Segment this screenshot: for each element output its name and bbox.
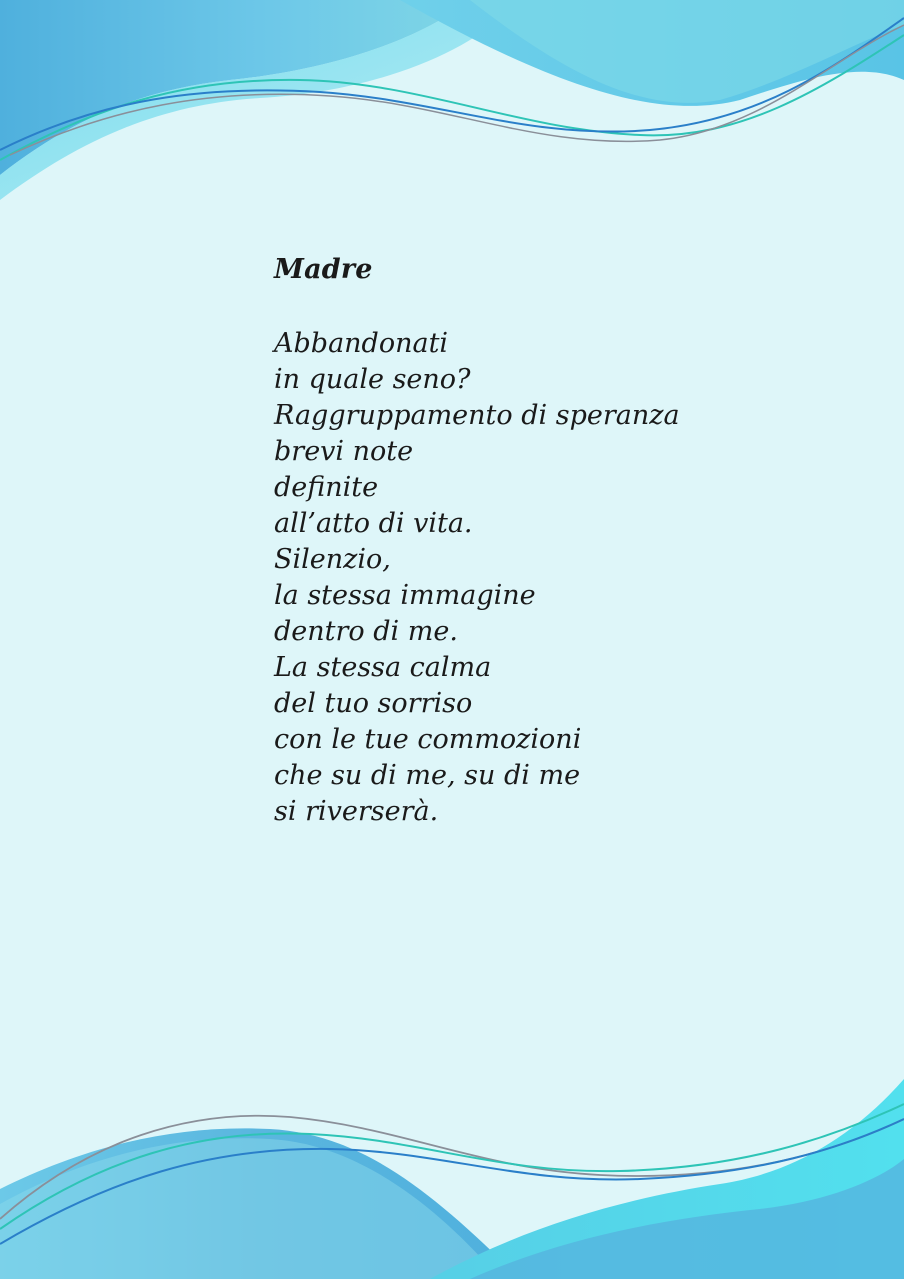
- top-wave-shape: [0, 0, 470, 175]
- top-wave-right-light: [470, 0, 904, 103]
- top-wave-band: [0, 0, 520, 200]
- poem-line: che su di me, su di me: [274, 760, 581, 791]
- bottom-wave-right-deep: [470, 1159, 904, 1279]
- poem-line: Raggruppamento di speranza: [274, 400, 680, 431]
- poem-line: si riverserà.: [274, 796, 439, 827]
- poem-line: brevi note: [274, 436, 414, 467]
- top-wave-right: [400, 0, 904, 106]
- bottom-wave-line-blue: [0, 1119, 904, 1244]
- poem-line: Abbandonati: [274, 328, 449, 359]
- poem-lines: [274, 326, 794, 830]
- poem-line: La stessa calma: [274, 652, 492, 683]
- top-wave-line-gray: [10, 25, 904, 155]
- top-wave-decoration: [0, 0, 904, 200]
- poem-line: con le tue commozioni: [274, 724, 582, 755]
- poem-title: Madre: [274, 254, 373, 285]
- bottom-wave-line-gray: [0, 1116, 904, 1219]
- poem-line: definite: [274, 472, 379, 503]
- poem-line: Silenzio,: [274, 544, 391, 575]
- poem-line: in quale seno?: [274, 364, 471, 395]
- poem-line: dentro di me.: [274, 616, 458, 647]
- bottom-wave-left-light: [0, 1138, 500, 1279]
- bottom-wave-left: [0, 1128, 520, 1279]
- poem-line: del tuo sorriso: [274, 688, 473, 719]
- poem-line: all’atto di vita.: [274, 508, 473, 539]
- top-wave-line-blue: [0, 18, 904, 150]
- poem: [274, 252, 794, 830]
- top-wave-line-teal: [0, 35, 904, 160]
- bottom-wave-line-teal: [0, 1104, 904, 1229]
- bottom-wave-decoration: [0, 1079, 904, 1279]
- bottom-wave-right: [430, 1079, 904, 1279]
- poem-line: la stessa immagine: [274, 580, 536, 611]
